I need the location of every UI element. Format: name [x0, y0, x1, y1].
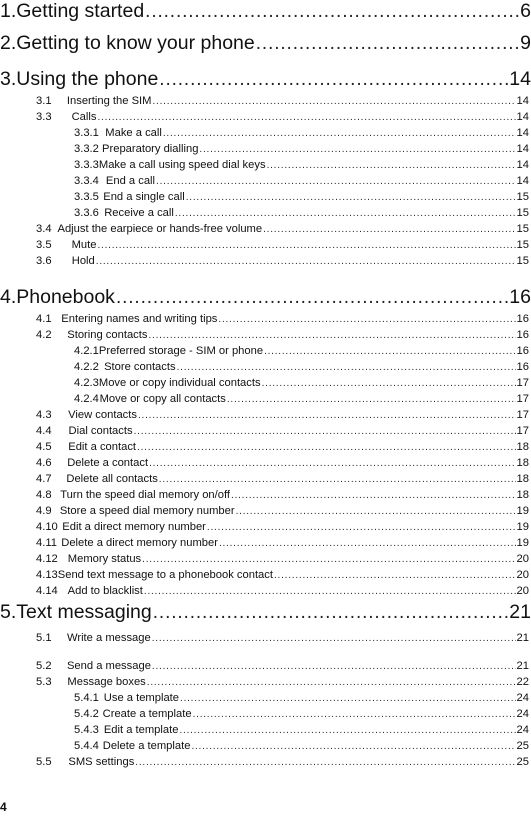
toc-entry-level3[interactable]: [74, 191, 529, 206]
toc-entry-level3[interactable]: [74, 345, 529, 360]
toc-entry-level2[interactable]: [36, 111, 529, 126]
toc-entry-title: Add to blacklist: [67, 585, 143, 597]
toc-entry-level3[interactable]: [74, 740, 529, 755]
toc-entry-title: Delete all contacts: [66, 473, 158, 485]
toc-entry-title: Preferred storage - SIM or phone: [98, 345, 264, 357]
toc-entry-page: 15: [516, 223, 529, 235]
toc-entry-number: 5.4.2: [74, 708, 99, 720]
toc-entry-level1[interactable]: [0, 68, 531, 96]
toc-entry-page: 24: [516, 708, 529, 720]
dot-leader: [264, 346, 515, 357]
dot-leader: [267, 160, 516, 171]
toc-entry-number: 4.14: [36, 585, 58, 597]
toc-entry-number: 4.2.4: [74, 393, 99, 405]
dot-leader: [147, 677, 516, 688]
toc-entry-number: 4.8: [36, 489, 52, 501]
toc-entry-number: 4.4: [36, 425, 52, 437]
dot-leader: [135, 757, 515, 768]
toc-entry-level2[interactable]: [36, 95, 529, 110]
dot-leader: [153, 601, 509, 624]
toc-entry-number: 3.3.5: [74, 191, 99, 203]
toc-entry-number: 4.2: [36, 329, 52, 341]
toc-entry-level3[interactable]: [74, 175, 529, 190]
toc-entry-level2[interactable]: [36, 409, 529, 424]
dot-leader: [177, 362, 516, 373]
toc-entry-page: 14: [516, 143, 529, 155]
toc-entry-title: Use a template: [103, 692, 180, 704]
dot-leader: [218, 314, 515, 325]
toc-entry-title: Delete a contact: [67, 457, 149, 469]
toc-entry-page: 20: [516, 585, 529, 597]
dot-leader: [236, 506, 516, 517]
dot-leader: [145, 0, 519, 23]
toc-entry-number: 4.9: [36, 505, 52, 517]
toc-entry-title: Message boxes: [67, 676, 146, 688]
toc-entry-number: 4.2.2: [74, 361, 99, 373]
toc-entry-title: Dial contacts: [68, 425, 133, 437]
toc-entry-number: 3.5: [36, 239, 52, 251]
dot-leader: [179, 725, 515, 736]
dot-leader: [152, 661, 516, 672]
toc-entry-page: 25: [516, 740, 529, 752]
toc-entry-page: 14: [516, 159, 529, 171]
toc-entry-level2[interactable]: [36, 441, 529, 456]
toc-entry-page: 17: [516, 409, 529, 421]
toc-entry-title: Delete a template: [102, 740, 191, 752]
toc-entry-page: 24: [516, 692, 529, 704]
toc-entry-title: Adjust the earpiece or hands-free volume: [57, 223, 263, 235]
toc-entry-page: 21: [516, 660, 529, 672]
toc-entry-title: Phonebook: [16, 286, 115, 308]
toc-entry-page: 15: [516, 207, 529, 219]
toc-entry-number: 3.3.6: [74, 207, 99, 219]
toc-entry-page: 17: [516, 393, 529, 405]
dot-leader: [256, 32, 519, 55]
dot-leader: [116, 286, 508, 309]
dot-leader: [159, 68, 508, 91]
toc-entry-level2[interactable]: [36, 553, 529, 568]
toc-entry-page: 15: [516, 255, 529, 267]
toc-entry-number: 4.13: [36, 569, 58, 581]
toc-entry-page: 21: [509, 601, 531, 623]
toc-entry-page: 17: [516, 425, 529, 437]
toc-entry-level3[interactable]: [74, 377, 529, 392]
dot-leader: [96, 256, 516, 267]
toc-entry-title: Edit a template: [103, 724, 179, 736]
toc-entry-title: Write a message: [66, 632, 151, 644]
toc-entry-level2[interactable]: [36, 425, 529, 440]
toc-entry-page: 19: [516, 537, 529, 549]
toc-entry-page: 14: [516, 95, 529, 107]
toc-entry-title: Calls: [71, 111, 97, 123]
toc-entry-level1[interactable]: [0, 32, 531, 60]
toc-entry-page: 18: [516, 457, 529, 469]
toc-entry-page: 19: [516, 505, 529, 517]
toc-entry-title: End a call: [105, 175, 156, 187]
toc-entry-page: 20: [516, 553, 529, 565]
toc-entry-level3[interactable]: [74, 692, 529, 707]
toc-entry-number: 4.6: [36, 457, 52, 469]
toc-entry-number: 4.1: [36, 313, 52, 325]
dot-leader: [152, 633, 516, 644]
toc-entry-page: 18: [516, 441, 529, 453]
toc-entry-title: Entering names and writing tips: [61, 313, 218, 325]
toc-entry-title: Storing contacts: [67, 329, 148, 341]
dot-leader: [274, 570, 516, 581]
toc-entry-number: 5.4.3: [74, 724, 99, 736]
toc-entry-title: Move or copy individual contacts: [98, 377, 261, 389]
toc-entry-title: Move or copy all contacts: [99, 393, 226, 405]
toc-entry-page: 22: [516, 676, 529, 688]
dot-leader: [138, 410, 516, 421]
toc-entry-number: 4.11: [36, 537, 57, 549]
toc-entry-page: 24: [516, 724, 529, 736]
toc-entry-level2[interactable]: [36, 457, 529, 472]
toc-entry-level3[interactable]: [74, 143, 529, 158]
dot-leader: [231, 490, 516, 501]
toc-entry-number: 4.5: [36, 441, 52, 453]
toc-entry-page: 15: [516, 239, 529, 251]
toc-entry-level2[interactable]: [36, 521, 529, 536]
toc-entry-title: Preparatory dialling: [102, 143, 199, 155]
toc-entry-number: 5.: [0, 601, 17, 623]
toc-entry-number: 3.3: [36, 111, 52, 123]
toc-entry-number: 2.: [0, 32, 17, 54]
toc-entry-title: Make a call: [105, 127, 162, 139]
toc-entry-title: Delete a direct memory number: [61, 537, 218, 549]
toc-entry-number: 5.4.1: [74, 692, 99, 704]
dot-leader: [97, 112, 515, 123]
toc-entry-level3[interactable]: [74, 127, 529, 142]
toc-entry-level2[interactable]: [36, 489, 529, 504]
dot-leader: [159, 474, 516, 485]
toc-entry-number: 5.5: [36, 756, 52, 768]
toc-entry-title: Memory status: [67, 553, 142, 565]
toc-entry-number: 5.4.4: [74, 740, 99, 752]
dot-leader: [134, 426, 516, 437]
toc-entry-number: 3.4: [36, 223, 52, 235]
toc-entry-page: 21: [516, 632, 529, 644]
dot-leader: [262, 378, 516, 389]
dot-leader: [227, 394, 516, 405]
dot-leader: [137, 442, 516, 453]
toc-entry-title: Receive a call: [104, 207, 174, 219]
toc-entry-level2[interactable]: [36, 505, 529, 520]
toc-entry-level2[interactable]: [36, 473, 529, 488]
toc-entry-number: 1.: [0, 0, 17, 22]
toc-entry-title: Create a template: [102, 708, 192, 720]
toc-entry-page: 9: [520, 32, 531, 54]
toc-entry-number: 3.3.4: [74, 175, 99, 187]
toc-entry-level1[interactable]: [0, 286, 531, 314]
dot-leader: [97, 240, 515, 251]
toc-entry-page: 16: [516, 361, 529, 373]
toc-entry-page: 6: [520, 0, 531, 22]
toc-entry-page: 18: [516, 473, 529, 485]
dot-leader: [193, 709, 516, 720]
toc-entry-title: Hold: [71, 255, 95, 267]
toc-entry-page: 16: [516, 345, 529, 357]
toc-entry-title: Edit a contact: [68, 441, 137, 453]
dot-leader: [142, 554, 515, 565]
toc-entry-number: 5.1: [36, 632, 52, 644]
toc-entry-title: Store a speed dial memory number: [59, 505, 235, 517]
toc-entry-level3[interactable]: [74, 708, 529, 723]
toc-entry-number: 3.6: [36, 255, 52, 267]
toc-entry-level2[interactable]: [36, 537, 529, 552]
toc-entry-number: 4.3: [36, 409, 52, 421]
toc-entry-title: End a single call: [103, 191, 185, 203]
toc-entry-level2[interactable]: [36, 313, 529, 328]
toc-entry-title: View contacts: [68, 409, 137, 421]
toc-entry-page: 16: [516, 313, 529, 325]
toc-entry-title: Mute: [71, 239, 97, 251]
toc-entry-number: 3.3.2: [74, 143, 99, 155]
toc-entry-title: Getting started: [16, 0, 145, 22]
toc-entry-page: 14: [516, 111, 529, 123]
toc-entry-title: Getting to know your phone: [16, 32, 255, 54]
toc-entry-title: Using the phone: [16, 68, 159, 90]
dot-leader: [186, 192, 516, 203]
toc-entry-number: 3.3.3: [74, 159, 99, 171]
toc-entry-page: 20: [516, 569, 529, 581]
toc-entry-page: 14: [516, 175, 529, 187]
toc-entry-number: 4.7: [36, 473, 52, 485]
toc-entry-page: 19: [516, 521, 529, 533]
toc-entry-page: 16: [516, 329, 529, 341]
toc-entry-number: 4.12: [36, 553, 58, 565]
toc-entry-level2[interactable]: [36, 569, 529, 584]
dot-leader: [199, 144, 515, 155]
toc-entry-page: 15: [516, 191, 529, 203]
dot-leader: [152, 96, 515, 107]
dot-leader: [175, 208, 516, 219]
toc-entry-level2[interactable]: [36, 329, 529, 344]
toc-entry-level2[interactable]: [36, 756, 529, 771]
dot-leader: [144, 586, 516, 597]
toc-entry-title: Edit a direct memory number: [62, 521, 206, 533]
toc-entry-level2[interactable]: [36, 239, 529, 254]
toc-entry-level2[interactable]: [36, 223, 529, 238]
toc-entry-number: 3.1: [36, 95, 52, 107]
toc-entry-level2[interactable]: [36, 632, 529, 647]
toc-entry-number: 4.2.3: [74, 377, 99, 389]
toc-entry-title: Make a call using speed dial keys: [98, 159, 266, 171]
toc-entry-title: Send text message to a phonebook contact: [57, 569, 273, 581]
toc-entry-level3[interactable]: [74, 393, 529, 408]
toc-entry-title: Turn the speed dial memory on/off: [60, 489, 231, 501]
toc-entry-page: 18: [516, 489, 529, 501]
toc-entry-page: 25: [516, 756, 529, 768]
toc-entry-level1[interactable]: [0, 0, 531, 28]
toc-entry-title: Text messaging: [16, 601, 152, 623]
toc-entry-level2[interactable]: [36, 660, 529, 675]
toc-entry-page: 14: [509, 68, 531, 90]
toc-entry-page: 16: [509, 286, 531, 308]
toc-entry-level2[interactable]: [36, 585, 529, 600]
toc-entry-level2[interactable]: [36, 676, 529, 691]
dot-leader: [207, 522, 516, 533]
toc-entry-level3[interactable]: [74, 159, 529, 174]
toc-entry-level3[interactable]: [74, 207, 529, 222]
dot-leader: [263, 224, 515, 235]
toc-entry-level3[interactable]: [74, 724, 529, 739]
dot-leader: [163, 128, 516, 139]
toc-entry-level3[interactable]: [74, 361, 529, 376]
dot-leader: [156, 176, 516, 187]
toc-entry-number: 3.3.1: [74, 127, 99, 139]
toc-entry-title: Inserting the SIM: [66, 95, 152, 107]
toc-entry-title: SMS settings: [68, 756, 135, 768]
toc-entry-number: 4.10: [36, 521, 58, 533]
toc-entry-number: 5.2: [36, 660, 52, 672]
toc-entry-level1[interactable]: [0, 601, 531, 629]
toc-entry-title: Send a message: [66, 660, 151, 672]
dot-leader: [180, 693, 516, 704]
toc-entry-level2[interactable]: [36, 255, 529, 270]
page-number: 4: [0, 800, 7, 814]
toc-entry-number: 4.: [0, 286, 17, 308]
toc-entry-number: 5.3: [36, 676, 52, 688]
toc-entry-page: 17: [516, 377, 529, 389]
dot-leader: [148, 330, 515, 341]
toc-entry-number: 3.: [0, 68, 17, 90]
dot-leader: [149, 458, 515, 469]
toc-entry-title: Store contacts: [104, 361, 176, 373]
toc-entry-number: 4.2.1: [74, 345, 99, 357]
dot-leader: [191, 741, 515, 752]
dot-leader: [219, 538, 516, 549]
toc-entry-page: 14: [516, 127, 529, 139]
